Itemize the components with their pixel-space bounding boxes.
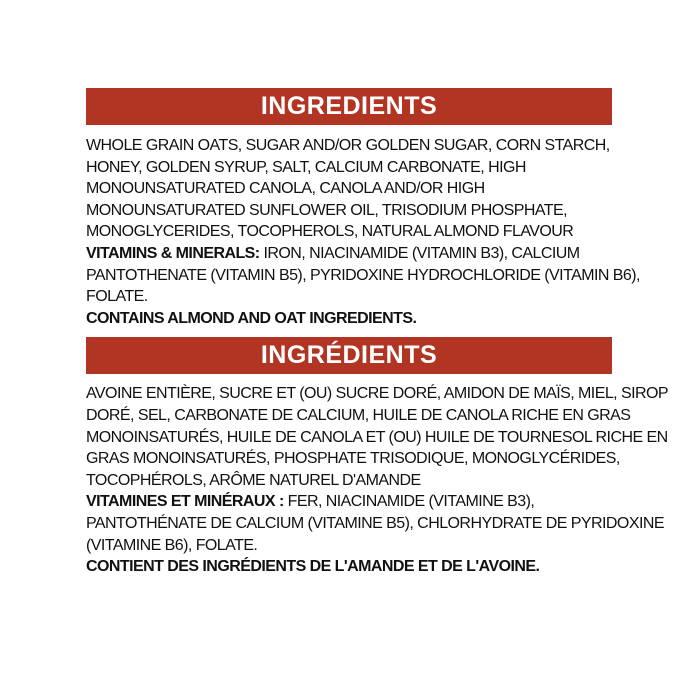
- vitamins-label-en: VITAMINS & MINERALS:: [86, 244, 260, 262]
- ingredient-line: MONOGLYCERIDES, TOCOPHEROLS, NATURAL ALMOND FLAVOUR: [86, 223, 574, 241]
- allergen-statement-en: CONTAINS ALMOND AND OAT INGREDIENTS.: [86, 309, 417, 327]
- ingredients-heading-fr: INGRÉDIENTS: [86, 337, 612, 374]
- vitamins-line: [86, 243, 612, 265]
- ingredients-text-en: [86, 135, 640, 329]
- ingredient-line: WHOLE GRAIN OATS, SUGAR AND/OR GOLDEN SUGAR, CORN STARCH,: [86, 137, 610, 154]
- ingredient-line: AVOINE ENTIÈRE, SUCRE ET (OU) SUCRE DORÉ, AMIDON DE MAÏS, MIEL, SIROP: [86, 385, 668, 403]
- ingredient-line: DORÉ, SEL, CARBONATE DE CALCIUM, HUILE DE CANOLA RICHE EN GRAS: [86, 406, 631, 424]
- ingredient-line: HONEY, GOLDEN SYRUP, SALT, CALCIUM CARBONATE, HIGH: [86, 158, 526, 176]
- ingredient-line: GRAS MONOINSATURÉS, PHOSPHATE TRISODIQUE, MONOGLYCÉRIDES,: [86, 450, 620, 468]
- vitamins-line: [86, 491, 612, 513]
- vitamins-text: FER, NIACINAMIDE (VITAMINE B3),: [283, 493, 535, 511]
- ingredients-label: [86, 88, 668, 578]
- vitamins-line: PANTOTHÉNATE DE CALCIUM (VITAMINE B5), CHLORHYDRATE DE PYRIDOXINE: [86, 514, 664, 532]
- ingredients-text-fr: [86, 383, 668, 577]
- vitamins-line: FOLATE.: [86, 288, 148, 306]
- ingredient-line: MONOINSATURÉS, HUILE DE CANOLA ET (OU) HUILE DE TOURNESOL RICHE EN: [86, 428, 668, 446]
- ingredients-heading-en: INGREDIENTS: [86, 88, 612, 125]
- vitamins-label-fr: VITAMINES ET MINÉRAUX :: [86, 493, 284, 511]
- ingredient-line: MONOUNSATURATED SUNFLOWER OIL, TRISODIUM PHOSPHATE,: [86, 201, 568, 219]
- vitamins-line: (VITAMINE B6), FOLATE.: [86, 536, 258, 554]
- vitamins-line: PANTOTHENATE (VITAMIN B5), PYRIDOXINE HYDROCHLORIDE (VITAMIN B6),: [86, 266, 640, 284]
- ingredient-line: TOCOPHÉROLS, ARÔME NATUREL D'AMANDE: [86, 471, 421, 489]
- vitamins-text: IRON, NIACINAMIDE (VITAMIN B3), CALCIUM: [259, 244, 580, 262]
- allergen-statement-fr: CONTIENT DES INGRÉDIENTS DE L'AMANDE ET DE L'AVOINE.: [86, 558, 540, 576]
- ingredient-line: MONOUNSATURATED CANOLA, CANOLA AND/OR HIGH: [86, 180, 485, 198]
